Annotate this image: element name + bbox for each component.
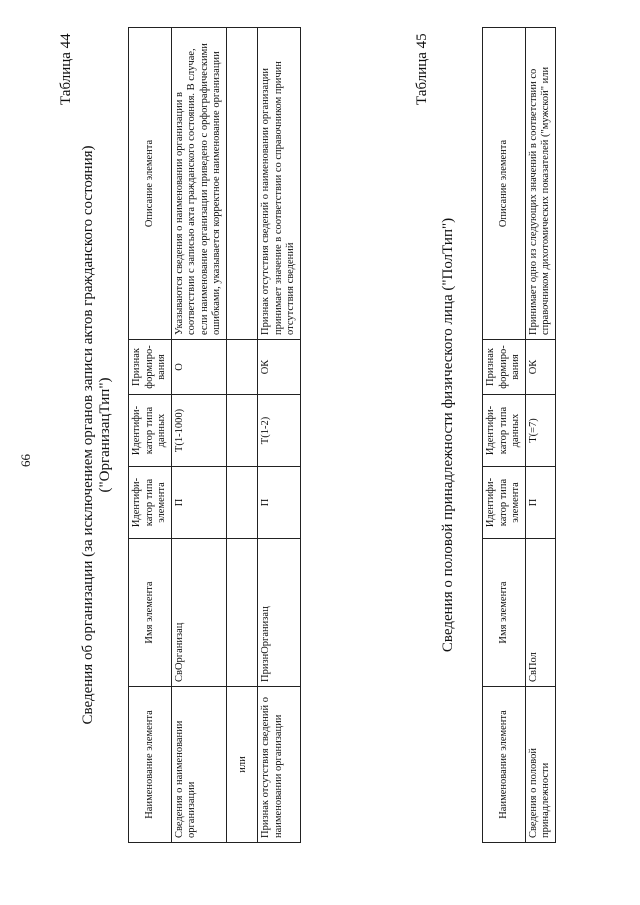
element-id-cell: СвОрганизац [171, 539, 226, 687]
col-header-description: Описание элемента [129, 28, 172, 340]
table-row [525, 28, 555, 843]
col-header-element-id: Имя элемента [483, 539, 526, 687]
description-cell: Принимает одно из следующих значений в соответствии со справочником дихотомических показателей ("мужской" или [525, 28, 555, 340]
col-header-element-name: Наименование элемента [483, 687, 526, 843]
col-header-element-type: Идентифи-катор типа элемента [129, 467, 172, 539]
element-type-cell: П [171, 467, 226, 539]
page-number: 66 [18, 454, 33, 467]
description-cell: Признак отсутствия сведений о наименовании организации принимает значение в соответствии со справочником причин отсутствия сведений [258, 28, 301, 340]
col-header-element-id: Имя элемента [129, 539, 172, 687]
element-type-cell: П [525, 467, 555, 539]
col-header-element-name: Наименование элемента [129, 687, 172, 843]
table-45-label: Таблица 45 [414, 33, 430, 105]
or-separator: или [226, 687, 258, 843]
table-44-title-line1: Сведения об организации (за исключением органов записи актов гражданского состояния) [80, 145, 96, 725]
table-separator-row [226, 28, 258, 843]
element-name-cell: Сведения о наименовании организации [171, 687, 226, 843]
element-name-cell: Признак отсутствия сведений о наименовании организации [258, 687, 301, 843]
col-header-element-type: Идентифи-катор типа элемента [483, 467, 526, 539]
table-45 [482, 27, 556, 843]
formation-flag-cell: О [171, 340, 226, 395]
table-row [171, 28, 226, 843]
element-id-cell: СвПол [525, 539, 555, 687]
element-name-cell: Сведения о половой принадлежности [525, 687, 555, 843]
element-id-cell: ПризнОрганизац [258, 539, 301, 687]
data-type-cell: T(=7) [525, 395, 555, 467]
formation-flag-cell: ОК [258, 340, 301, 395]
col-header-description: Описание элемента [483, 28, 526, 340]
element-type-cell: П [258, 467, 301, 539]
data-type-cell: T(1-1000) [171, 395, 226, 467]
col-header-data-type: Идентифи-катор типа данных [129, 395, 172, 467]
table-44 [128, 27, 301, 843]
formation-flag-cell: ОК [525, 340, 555, 395]
col-header-data-type: Идентифи-катор типа данных [483, 395, 526, 467]
table-row [258, 28, 301, 843]
table-45-header-row [483, 28, 526, 843]
table-44-title-line2: ("ОрганизацТип") [97, 377, 113, 493]
table-44-header-row [129, 28, 172, 843]
data-type-cell: T(1-2) [258, 395, 301, 467]
table-44-label: Таблица 44 [58, 33, 74, 105]
description-cell: Указываются сведения о наименовании организации в соответствии с записью акта гражданского состояния. В случае, если наименование организации приведено с орфографическими ошибками, указывается корректное наименование организации [171, 28, 226, 340]
table-45-title: Сведения о половой принадлежности физического лица ("ПолТип") [440, 217, 456, 653]
col-header-formation-flag: Признак формиро-вания [483, 340, 526, 395]
table-44-title [80, 25, 114, 845]
col-header-formation-flag: Признак формиро-вания [129, 340, 172, 395]
